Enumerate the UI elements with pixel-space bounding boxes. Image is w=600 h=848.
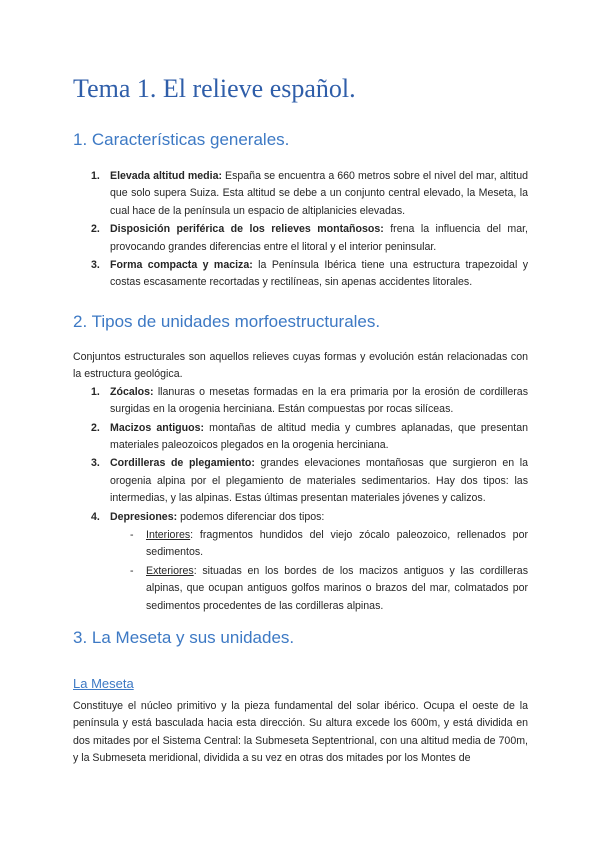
item-text: llanuras o mesetas formadas en la era primaria por la erosión de cordilleras surgidas en la orogenia herciniana. Están compuestas por rocas silíceas.: [110, 385, 528, 416]
item-label: Cordilleras de plegamiento:: [110, 457, 255, 470]
section-2-intro: Conjuntos estructurales son aquellos relieves cuyas formas y evolución están relacionadas con la estructura geológica.: [73, 351, 528, 381]
dash-bullet: -: [130, 529, 134, 542]
item-label: Zócalos:: [110, 385, 154, 398]
item-label: Forma compacta y maciza:: [110, 259, 253, 272]
item-text: grandes elevaciones montañosas que surgieron en la orogenia alpina por el plegamiento de materiales sedimentarios. Hay dos tipos: las intermedias, y las alpinas. Estas últimas presentan materiales jóvenes y calizos.: [110, 457, 529, 505]
item-number: 3.: [91, 259, 100, 272]
item-number: 3.: [91, 457, 100, 470]
item-text: España se encuentra a 660 metros sobre el nivel del mar, altitud que solo supera Suiza. Esta altitud se debe a un conjunto central elevado, la Meseta, la cual hace de la península un espacio de altiplanicies elevadas.: [110, 170, 528, 217]
item-label: Depresiones:: [110, 510, 178, 523]
list-item: [73, 257, 528, 292]
item-number: 1.: [91, 385, 100, 398]
item-number: 4.: [91, 510, 100, 523]
item-label: Macizos antiguos:: [110, 421, 204, 434]
section-3-body: [73, 698, 528, 768]
item-text: podemos diferenciar dos tipos:: [177, 510, 325, 523]
list-item: [73, 455, 528, 507]
item-number: 2.: [91, 223, 100, 236]
sub-item-text: : situadas en los bordes de los macizos antiguos y las cordilleras alpinas, que ocupan antiguos golfos marinos o brazos del mar, colmatados por sedimentos procedentes de las cordilleras alpinas.: [146, 564, 528, 612]
dash-bullet: -: [130, 564, 134, 577]
document-title: Tema 1. El relieve español.: [73, 74, 356, 103]
section-1-list: [73, 168, 528, 293]
section-1-heading: 1. Características generales.: [73, 130, 290, 149]
sub-item-label: Exteriores: [146, 564, 194, 577]
section-3-heading: 3. La Meseta y sus unidades.: [73, 628, 295, 647]
list-item: [73, 168, 528, 220]
item-number: 2.: [91, 421, 100, 434]
section-2-body: [73, 349, 528, 616]
list-item: [73, 221, 528, 256]
sub-list-item: [73, 563, 528, 615]
item-label: Disposición periférica de los relieves montañosos:: [110, 223, 384, 236]
sub-list-item: [73, 527, 528, 562]
meseta-paragraph: Constituye el núcleo primitivo y la pieza fundamental del solar ibérico. Ocupa el oeste de la península y está basculada hacia esta dirección. Su altura excede los 600m, y está dividida en dos mitades por el Sistema Central: la Submeseta Septentrional, con una altitud media de 700m, y la Submeseta meridional, dividida a su vez en otras dos mitades por los Montes de: [73, 700, 528, 765]
item-number: 1.: [91, 170, 100, 182]
item-text: montañas de altitud media y cumbres aplanadas, que presentan materiales paleozoicos plegados en la orogenia herciniana.: [110, 421, 528, 452]
item-text: la Península Ibérica tiene una estructura trapezoidal y costas escasamente recortadas y rectilíneas, sin apenas accidentes litorales.: [110, 259, 528, 289]
sub-item-label: Interiores: [146, 529, 191, 542]
item-text: frena la influencia del mar, provocando grandes diferencias entre el litoral y el interior peninsular.: [110, 223, 528, 253]
section-2-heading: 2. Tipos de unidades morfoestructurales.: [73, 312, 381, 331]
sub-item-text: : fragmentos hundidos del viejo zócalo paleozoico, rellenados por sedimentos.: [146, 529, 528, 559]
list-item: [73, 384, 528, 419]
meseta-subheading: La Meseta: [73, 676, 134, 691]
list-item: [73, 420, 528, 455]
item-label: Elevada altitud media:: [110, 170, 223, 182]
list-item: [73, 509, 528, 526]
